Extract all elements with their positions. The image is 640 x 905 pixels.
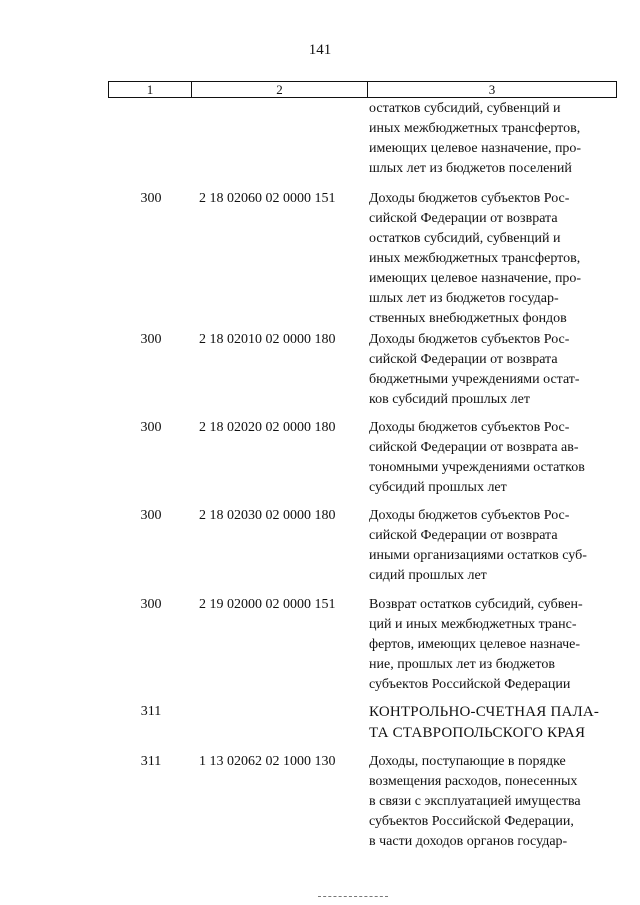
income-name (369, 418, 619, 498)
budget-code: 2 18 02030 02 0000 180 (199, 508, 336, 523)
page-number: 141 (308, 42, 332, 58)
text-line: Доходы бюджетов субъектов Рос- (369, 508, 570, 523)
text-line: ние, прошлых лет из бюджетов (369, 657, 555, 672)
admin-code: 300 (140, 420, 162, 435)
budget-code: 1 13 02062 02 1000 130 (199, 754, 336, 769)
text-line: ственных внебюджетных фондов (369, 311, 567, 326)
admin-code: 300 (140, 332, 162, 347)
income-name (369, 330, 619, 410)
admin-code: 311 (140, 704, 162, 719)
header-col-3: 3 (367, 82, 616, 97)
text-line: сийской Федерации от возврата (369, 211, 558, 226)
text-line: Доходы, поступающие в порядке (369, 754, 566, 769)
text-line: бюджетными учреждениями остат- (369, 372, 580, 387)
text-line: шлых лет из бюджетов поселений (369, 161, 572, 176)
budget-code: 2 19 02000 02 0000 151 (199, 597, 336, 612)
text-line: остатков субсидий, субвенций и (369, 101, 561, 116)
text-line: Доходы бюджетов субъектов Рос- (369, 420, 570, 435)
text-line: тономными учреждениями остатков (369, 460, 585, 475)
text-line: сийской Федерации от возврата (369, 352, 558, 367)
text-line: ТА СТАВРОПОЛЬСКОГО КРАЯ (369, 725, 586, 741)
text-line: сийской Федерации от возврата (369, 528, 558, 543)
section-heading (369, 702, 619, 744)
budget-code: 2 18 02020 02 0000 180 (199, 420, 336, 435)
income-name (369, 752, 619, 852)
admin-code: 300 (140, 597, 162, 612)
text-line: иными организациями остатков суб- (369, 548, 587, 563)
budget-code: 2 18 02060 02 0000 151 (199, 191, 336, 206)
income-name (369, 506, 619, 586)
text-line: иных межбюджетных трансфертов, (369, 251, 581, 266)
text-line: в части доходов органов государ- (369, 834, 568, 849)
budget-code: 2 18 02010 02 0000 180 (199, 332, 336, 347)
text-line: иных межбюджетных трансфертов, (369, 121, 581, 136)
text-line: сийской Федерации от возврата ав- (369, 440, 579, 455)
header-col-1: 1 (146, 82, 154, 97)
admin-code: 311 (140, 754, 162, 769)
text-line: шлых лет из бюджетов государ- (369, 291, 559, 306)
header-col-2: 2 (191, 82, 367, 97)
text-line: субъектов Российской Федерации, (369, 814, 574, 829)
text-line: возмещения расходов, понесенных (369, 774, 578, 789)
text-line: ций и иных межбюджетных транс- (369, 617, 577, 632)
text-line: в связи с эксплуатацией имущества (369, 794, 581, 809)
income-name (369, 189, 619, 329)
text-line: имеющих целевое назначение, про- (369, 141, 582, 156)
text-line: остатков субсидий, субвенций и (369, 231, 561, 246)
admin-code: 300 (140, 191, 162, 206)
table-header (108, 81, 617, 98)
text-line: субъектов Российской Федерации (369, 677, 571, 692)
page-edge-mark (318, 896, 388, 897)
continuation-text (369, 99, 619, 179)
text-line: имеющих целевое назначение, про- (369, 271, 582, 286)
text-line: субсидий прошлых лет (369, 480, 507, 495)
text-line: КОНТРОЛЬНО-СЧЕТНАЯ ПАЛА- (369, 704, 600, 720)
text-line: ков субсидий прошлых лет (369, 392, 530, 407)
admin-code: 300 (140, 508, 162, 523)
text-line: сидий прошлых лет (369, 568, 487, 583)
text-line: Возврат остатков субсидий, субвен- (369, 597, 583, 612)
text-line: фертов, имеющих целевое назначе- (369, 637, 581, 652)
text-line: Доходы бюджетов субъектов Рос- (369, 332, 570, 347)
text-line: Доходы бюджетов субъектов Рос- (369, 191, 570, 206)
income-name (369, 595, 619, 695)
